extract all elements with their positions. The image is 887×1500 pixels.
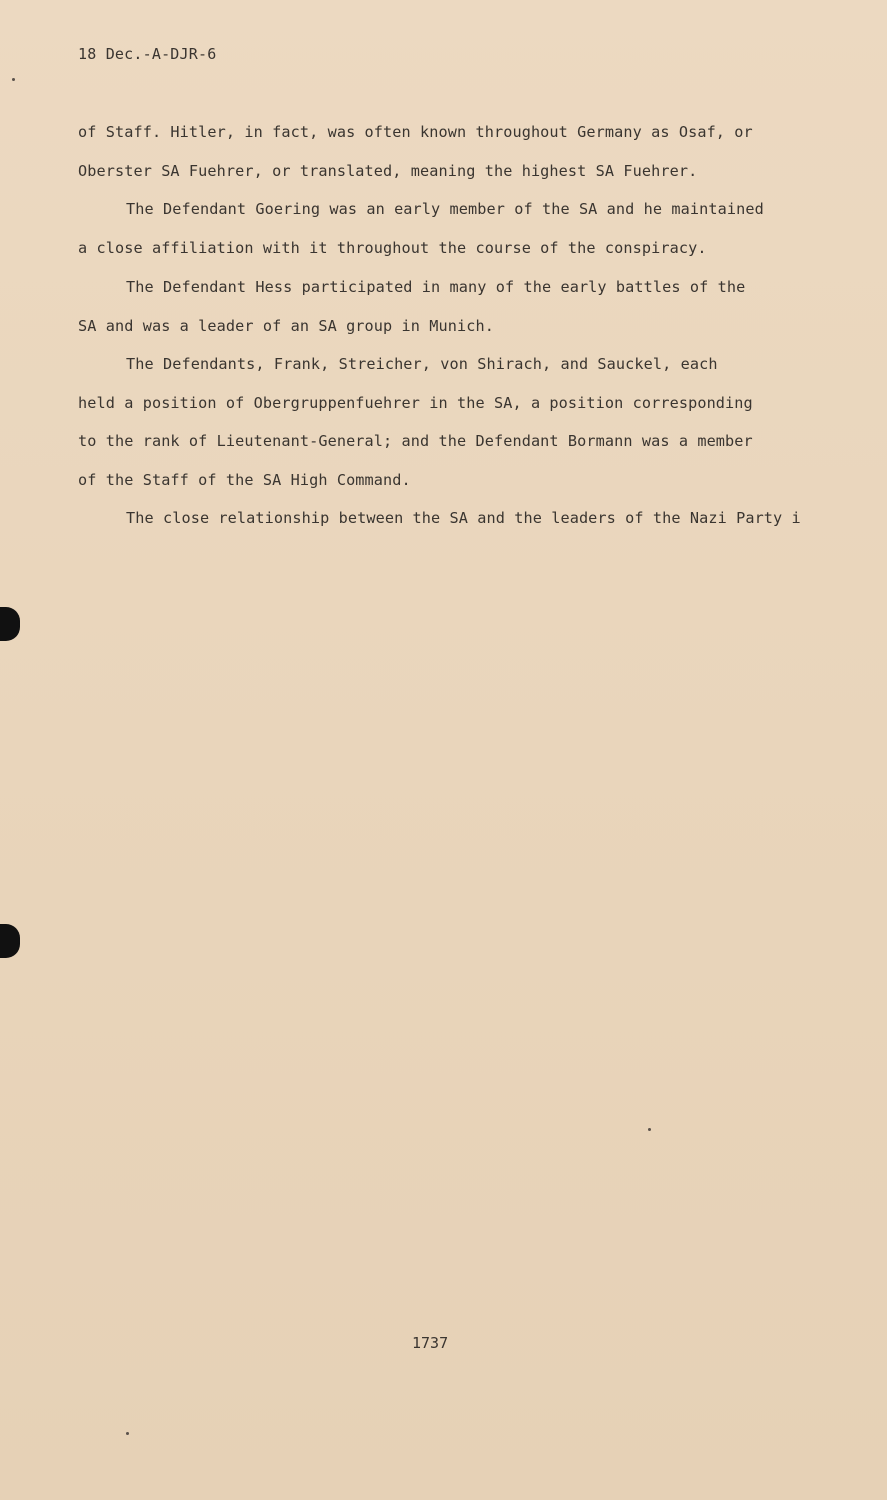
text-line-9: to the rank of Lieutenant-General; and the Defendant Bormann was a member	[78, 432, 753, 450]
text-line-6: SA and was a leader of an SA group in Munich.	[78, 317, 494, 335]
text-line-8: held a position of Obergruppenfuehrer in the SA, a position corresponding	[78, 394, 753, 412]
text-line-1: of Staff. Hitler, in fact, was often known throughout Germany as Osaf, or	[78, 123, 753, 141]
punch-hole-top	[0, 607, 20, 641]
punch-hole-bottom	[0, 924, 20, 958]
text-line-10: of the Staff of the SA High Command.	[78, 471, 411, 489]
paper-speck	[12, 78, 15, 81]
paper-speck	[648, 1128, 651, 1131]
text-line-7: The Defendants, Frank, Streicher, von Shirach, and Sauckel, each	[126, 355, 718, 373]
text-line-11: The close relationship between the SA and the leaders of the Nazi Party i	[126, 509, 801, 527]
text-line-4: a close affiliation with it throughout the course of the conspiracy.	[78, 239, 707, 257]
page-number: 1737	[412, 1334, 449, 1352]
paper-speck	[126, 1432, 129, 1435]
text-line-3: The Defendant Goering was an early member of the SA and he maintained	[126, 200, 764, 218]
document-header: 18 Dec.-A-DJR-6	[78, 45, 217, 63]
text-line-5: The Defendant Hess participated in many of the early battles of the	[126, 278, 746, 296]
text-line-2: Oberster SA Fuehrer, or translated, meaning the highest SA Fuehrer.	[78, 162, 698, 180]
